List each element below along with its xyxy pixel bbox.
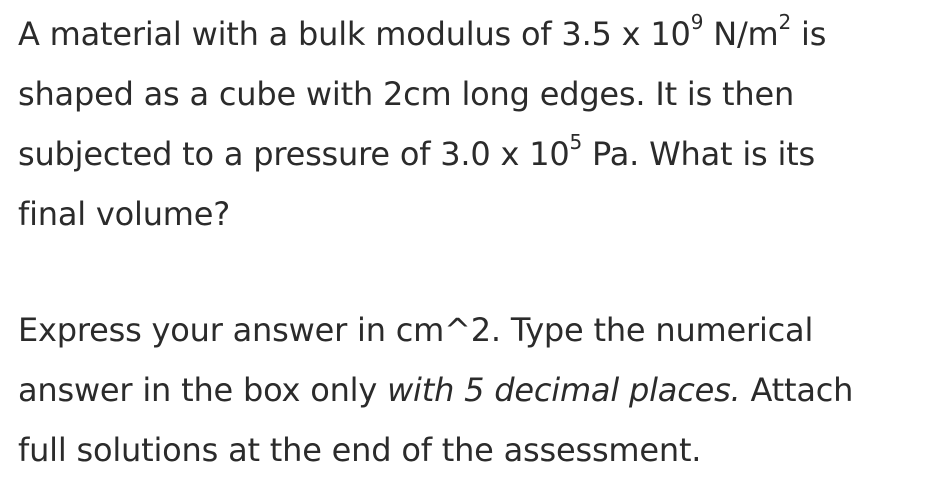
question-line-3 bbox=[18, 124, 933, 184]
instructions-line-1: Express your answer in cm^2. Type the numerical bbox=[18, 311, 814, 349]
question-line-1-text: A material with a bulk modulus of 3.5 x 10 bbox=[18, 15, 691, 53]
instructions-line-2-text: answer in the box only bbox=[18, 371, 388, 409]
question-content bbox=[18, 4, 933, 480]
question-line-4: final volume? bbox=[18, 195, 231, 233]
question-line-1 bbox=[18, 4, 933, 64]
exponent-9: 9 bbox=[690, 10, 704, 35]
question-line-2: shaped as a cube with 2cm long edges. It is then bbox=[18, 75, 795, 113]
unit-text: N/m bbox=[703, 15, 779, 53]
question-line-1-suffix: is bbox=[791, 15, 827, 53]
instructions-line-2 bbox=[18, 360, 933, 420]
question-paragraph bbox=[18, 4, 933, 244]
question-line-3-text: subjected to a pressure of 3.0 x 10 bbox=[18, 135, 570, 173]
exponent-5: 5 bbox=[569, 130, 583, 155]
decimal-places-emphasis: with 5 decimal places. bbox=[387, 371, 741, 409]
instructions-line-3: full solutions at the end of the assessment. bbox=[18, 431, 702, 469]
instructions-line-2-suffix: Attach bbox=[740, 371, 854, 409]
instructions-paragraph bbox=[18, 300, 933, 480]
exponent-2: 2 bbox=[778, 10, 792, 35]
question-line-3-suffix: Pa. What is its bbox=[582, 135, 815, 173]
